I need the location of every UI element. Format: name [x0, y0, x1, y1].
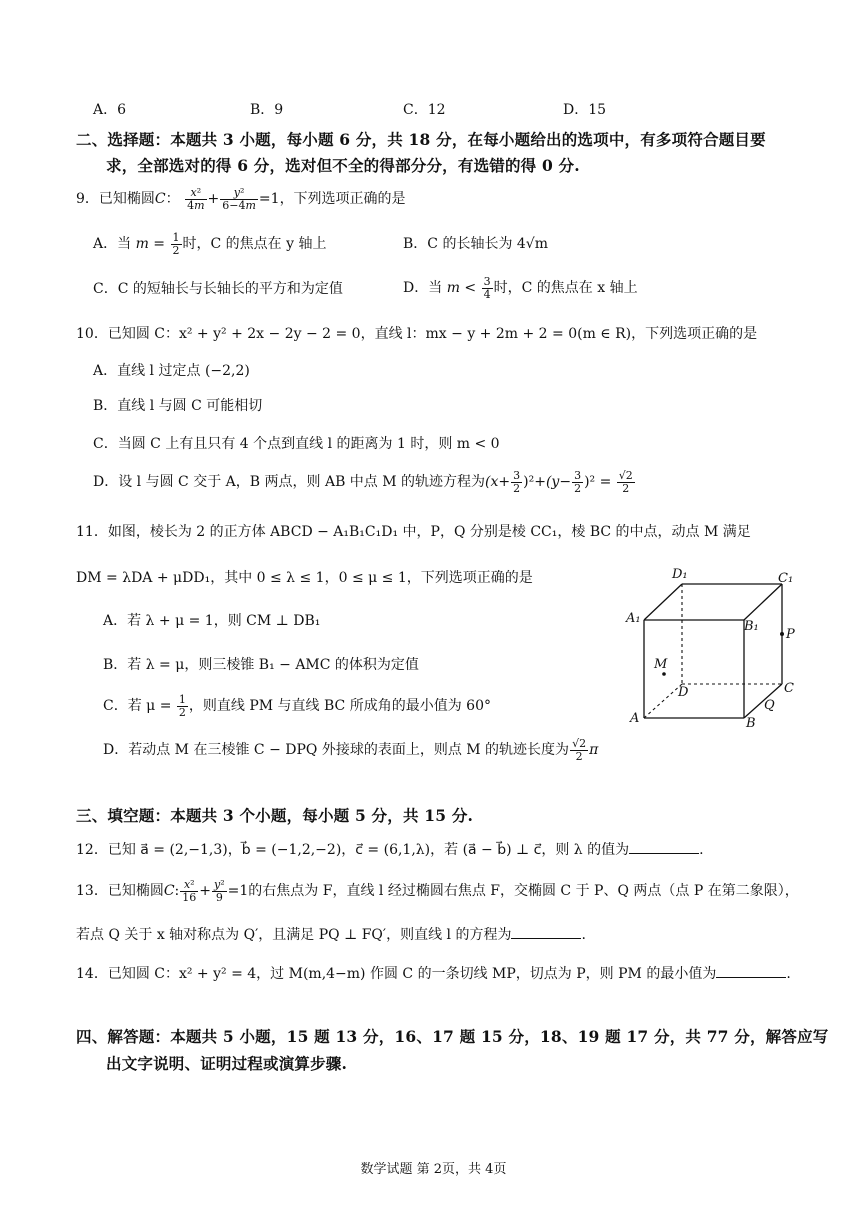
q9-stem: 9．已知椭圆C： $\frac{\text{x²}}{4m}$ + $\frac{\text{y²}}{6-4m}$ =1，下列选项正确的是 [76, 186, 406, 212]
label-B: B [746, 716, 756, 731]
label-D: D [678, 685, 689, 700]
q11-option-c: C．若 μ = $\frac{1}{2}$ ，则直线 PM 与直线 BC 所成角的最小值为 60° [103, 693, 491, 719]
cube-figure [620, 562, 810, 762]
q9-option-a: A．当 m = $\frac{1}{2}$ 时，C 的焦点在 y 轴上 [93, 231, 327, 257]
q10-stem: 10．已知圆 C：x² + y² + 2x − 2y − 2 = 0，直线 l：mx − y + 2m + 2 = 0(m ∈ R)，下列选项正确的是 [76, 326, 758, 342]
q8-option-b: B．9 [250, 102, 284, 118]
label-B1: B₁ [744, 619, 759, 634]
q11-stem-line2: DM = λDA + μDD₁，其中 0 ≤ λ ≤ 1，0 ≤ μ ≤ 1，下列选项正确的是 [76, 570, 533, 586]
label-A1: A₁ [626, 611, 641, 626]
label-D1: D₁ [672, 567, 688, 582]
q14-blank[interactable] [716, 965, 786, 978]
q12-blank[interactable] [629, 841, 699, 854]
section3-heading: 三、填空题：本题共 3 个小题，每小题 5 分，共 15 分. [76, 806, 474, 825]
label-M: M [654, 657, 668, 672]
q12-post: . [699, 842, 704, 858]
q9-a-pre: A．当 [93, 236, 132, 253]
label-C: C [784, 681, 794, 696]
q12 [76, 839, 704, 859]
q13-line1: 13．已知椭圆C: $\frac{\text{x²}}{16}$ + $\frac{\text{y²}}{9}$ =1的右焦点为 F，直线 l 经过椭圆右焦点 F，交椭圆 C 于 P、Q 两点（点 P 在第二象限）， [76, 878, 799, 904]
label-A: A [630, 711, 640, 726]
label-Q: Q [764, 698, 775, 713]
q9-frac-1: $\frac{\text{x²}}{4m}$ [187, 186, 205, 212]
q11-stem-line1: 11．如图，棱长为 2 的正方体 ABCD − A₁B₁C₁D₁ 中，P，Q 分别是棱 CC₁，棱 BC 的中点，动点 M 满足 [76, 524, 751, 540]
label-C1: C₁ [778, 571, 794, 586]
q8-option-d: D．15 [563, 102, 607, 118]
q9-option-b: B．C 的长轴长为 4√m [403, 236, 549, 252]
q13-line2-post: . [581, 927, 586, 943]
q9-option-c: C．C 的短轴长与长轴长的平方和为定值 [93, 281, 343, 297]
q9-frac-2: $\frac{\text{y²}}{6-4m}$ [222, 186, 256, 212]
q13-blank[interactable] [511, 926, 581, 939]
q13-post: 的右焦点为 F，直线 l 经过椭圆右焦点 F，交椭圆 C 于 P、Q 两点（点 P 在第二象限）， [248, 883, 799, 900]
q8-option-c: C．12 [403, 102, 446, 118]
q10-option-c: C．当圆 C 上有且只有 4 个点到直线 l 的距离为 1 时，则 m < 0 [93, 436, 500, 452]
section4-heading: 四、解答题：本题共 5 小题，15 题 13 分，16、17 题 15 分，18、19 题 17 分，共 77 分，解答应写 [76, 1027, 829, 1046]
q13-line2 [76, 924, 586, 944]
page-footer: 数学试题 第 2页，共 4页 [360, 1162, 507, 1177]
q11-d-pre: D．若动点 M 在三棱锥 C − DPQ 外接球的表面上，则点 M 的轨迹长度为 [103, 742, 570, 759]
q10-option-d: D．设 l 与圆 C 交于 A，B 两点，则 AB 中点 M 的轨迹方程为(x+ $\frac{3}{2}$ )²+(y− $\frac{3}{2}$ )² = $\frac{√2}{2}$ [93, 469, 633, 495]
q11-c-pre: C．若 μ = [103, 698, 172, 715]
q9-d-pre: D．当 [403, 280, 443, 297]
q10-d-pre: D．设 l 与圆 C 交于 A，B 两点，则 AB 中点 M 的轨迹方程为 [93, 474, 486, 491]
section4-heading-cont: 出文字说明、证明过程或演算步骤. [106, 1054, 348, 1073]
q11-c-post: ，则直线 PM 与直线 BC 所成角的最小值为 60° [188, 698, 491, 715]
q9-d-post: 时，C 的焦点在 x 轴上 [493, 280, 638, 297]
q12-text: 12．已知 a⃗ = (2,−1,3)，b⃗ = (−1,2,−2)，c⃗ = (6,1,λ)，若 (a⃗ − b⃗) ⊥ c⃗，则 λ 的值为 [76, 842, 630, 858]
q11-option-b: B．若 λ = μ，则三棱锥 B₁ − AMC 的体积为定值 [103, 657, 419, 673]
q8-option-a: A．6 [93, 102, 127, 118]
q9-stem-pre: 9．已知椭圆 [76, 191, 155, 208]
q11-option-d: D．若动点 M 在三棱锥 C − DPQ 外接球的表面上，则点 M 的轨迹长度为 $\frac{√2}{2}$ π [103, 737, 599, 763]
section2-heading: 二、选择题：本题共 3 小题，每小题 6 分，共 18 分，在每小题给出的选项中，有多项符合题目要 [76, 130, 766, 149]
q13-line2-text: 若点 Q 关于 x 轴对称点为 Q′，且满足 PQ ⊥ FQ′，则直线 l 的方程为 [76, 927, 512, 943]
section2-heading-cont: 求，全部选对的得 6 分，选对但不全的得部分分，有选错的得 0 分. [106, 156, 580, 175]
label-P: P [786, 627, 795, 642]
q14 [76, 963, 791, 983]
q14-post: . [786, 966, 791, 982]
q14-text: 14．已知圆 C：x² + y² = 4，过 M(m,4−m) 作圆 C 的一条切线 MP，切点为 P，则 PM 的最小值为 [76, 966, 717, 982]
q10-option-b: B．直线 l 与圆 C 可能相切 [93, 398, 263, 414]
q10-option-a: A．直线 l 过定点 (−2,2) [93, 363, 250, 379]
q13-pre: 13．已知椭圆 [76, 883, 164, 900]
q9-a-post: 时，C 的焦点在 y 轴上 [182, 236, 327, 253]
q9-option-d: D．当 m < $\frac{3}{4}$ 时，C 的焦点在 x 轴上 [403, 275, 638, 301]
q11-option-a: A．若 λ + μ = 1，则 CM ⊥ DB₁ [103, 613, 321, 629]
q9-stem-post: ，下列选项正确的是 [279, 191, 406, 208]
